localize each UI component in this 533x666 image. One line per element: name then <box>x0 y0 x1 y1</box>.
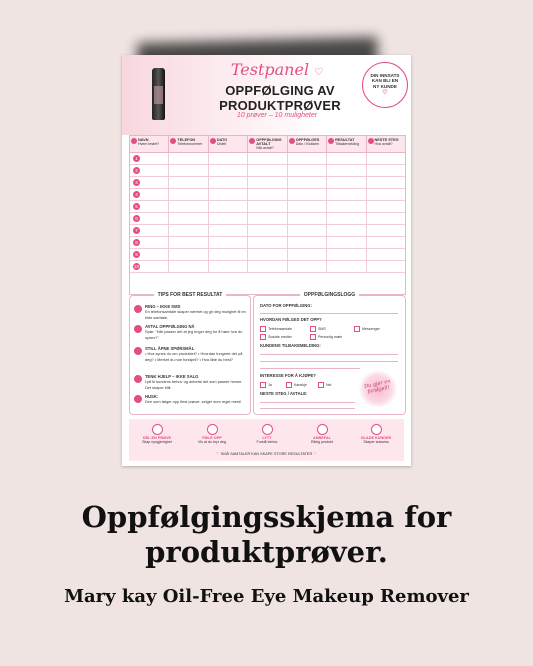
footer-step: LYTT Forstå behov <box>242 424 292 444</box>
ear-icon <box>262 424 273 435</box>
footer-slogan: ♡ SMÅ SAMTALER KAN SKAPE STORE RESULTATER ♡ <box>216 451 317 456</box>
sheet-title: OPPFØLGING AV PRODUKTPRØVER <box>219 83 341 113</box>
table-cell[interactable] <box>169 225 208 236</box>
table-cell[interactable] <box>130 213 169 224</box>
table-cell[interactable] <box>209 261 248 272</box>
table-cell[interactable] <box>248 225 287 236</box>
table-cell[interactable] <box>169 165 208 176</box>
table-cell[interactable] <box>209 201 248 212</box>
log-feedback-label: KUNDENS TILBAKEMELDING: <box>260 343 321 348</box>
follow-up-sheet <box>122 55 411 466</box>
heart-icon: ♡ <box>382 89 388 96</box>
col-agreed: OPPFØLGING AVTALT Når avtalt? <box>248 136 287 152</box>
table-cell[interactable] <box>248 261 287 272</box>
table-cell[interactable] <box>367 261 405 272</box>
log-date-label: DATO FOR OPPFØLGING: <box>260 303 312 308</box>
row-number: 6 <box>133 215 140 222</box>
table-cell[interactable] <box>248 213 287 224</box>
star-icon <box>328 138 334 144</box>
table-cell[interactable] <box>169 213 208 224</box>
table-cell[interactable] <box>327 213 366 224</box>
table-cell[interactable] <box>209 249 248 260</box>
table-cell[interactable] <box>169 201 208 212</box>
clock-icon <box>249 138 255 144</box>
caption-title: Oppfølgingsskjema for produktprøver. <box>81 500 452 569</box>
heart-icon <box>368 138 374 144</box>
tip-item: HUSK: Den som følger opp flest prøver, selger som regel mest! <box>134 394 246 405</box>
table-cell[interactable] <box>209 165 248 176</box>
table-cell[interactable] <box>288 237 327 248</box>
chat-icon <box>134 347 142 355</box>
table-cell[interactable] <box>209 177 248 188</box>
row-number: 7 <box>133 227 140 234</box>
table-cell[interactable] <box>248 237 287 248</box>
table-cell[interactable] <box>248 201 287 212</box>
row-number: 9 <box>133 251 140 258</box>
table-cell[interactable] <box>288 213 327 224</box>
table-cell[interactable] <box>169 177 208 188</box>
table-cell[interactable] <box>169 237 208 248</box>
phone-icon <box>207 424 218 435</box>
tip-item: STILL ÅPNE SPØRSMÅL • Hva synes du om produktet? • Hvordan fungerte det på deg? • Merket du noe forskjell? • Hva likte du best? <box>134 346 246 362</box>
table-cell[interactable] <box>327 189 366 200</box>
gift-icon <box>152 424 163 435</box>
follow-up-log-box <box>253 292 406 415</box>
table-cell[interactable] <box>367 225 405 236</box>
table-cell[interactable] <box>367 201 405 212</box>
table-row <box>130 249 405 261</box>
col-date: DATO Utdelt <box>209 136 248 152</box>
row-number: 10 <box>133 263 139 269</box>
table-cell[interactable] <box>288 225 327 236</box>
table-row <box>130 201 405 213</box>
footer-step: GLADE KUNDER Skaper suksess <box>351 424 401 444</box>
table-cell[interactable] <box>327 261 366 272</box>
table-cell[interactable] <box>169 261 208 272</box>
table-cell[interactable] <box>130 201 169 212</box>
tip-item: RING – IKKE SMS En telefonsamtale skaper nærhet og gir deg mulighet til en ekte samtale. <box>134 304 246 320</box>
row-number: 8 <box>133 239 140 246</box>
table-cell[interactable] <box>327 225 366 236</box>
table-cell[interactable] <box>327 153 366 164</box>
table-row <box>130 261 405 273</box>
sheet-subtitle: 10 prøver – 10 muligheter <box>236 112 318 119</box>
col-name: NAVN Hvem testet? <box>130 136 169 152</box>
row-number: 3 <box>133 179 140 186</box>
tips-title: TIPS FOR BEST RESULTAT <box>154 292 227 298</box>
row-number: 2 <box>133 167 140 174</box>
table-row <box>130 213 405 225</box>
table-cell[interactable] <box>248 165 287 176</box>
phone-icon <box>134 305 142 313</box>
table-cell[interactable] <box>288 165 327 176</box>
table-cell[interactable] <box>288 261 327 272</box>
table-cell[interactable] <box>288 177 327 188</box>
checkbox-social[interactable]: Sosiale medier <box>260 334 292 340</box>
checkbox-sms[interactable]: SMS <box>310 326 326 332</box>
table-cell[interactable] <box>288 153 327 164</box>
table-cell[interactable] <box>367 237 405 248</box>
footer-step: DEL EN PRØVE Skap nysgjerrighet <box>132 424 182 444</box>
table-cell[interactable] <box>327 201 366 212</box>
table-cell[interactable] <box>209 153 248 164</box>
table-row <box>130 189 405 201</box>
table-cell[interactable] <box>248 153 287 164</box>
table-cell[interactable] <box>130 153 169 164</box>
table-cell[interactable] <box>130 189 169 200</box>
table-cell[interactable] <box>367 213 405 224</box>
table-cell[interactable] <box>367 165 405 176</box>
checkbox-phone[interactable]: Telefonsamtale <box>260 326 292 332</box>
table-cell[interactable] <box>130 261 169 272</box>
log-interest-label: INTERESSE FOR Å KJØPE? <box>260 373 316 378</box>
table-cell[interactable] <box>367 177 405 188</box>
tip-item: TENK HJELP – IKKE SALG Lytt til kundens behov og anbefal det som passer henne. Det skaper tillit. <box>134 374 246 390</box>
table-cell[interactable] <box>327 165 366 176</box>
table-cell[interactable] <box>130 237 169 248</box>
brand-script: Testpanel ♡ <box>230 60 324 79</box>
table-cell[interactable] <box>130 225 169 236</box>
table-cell[interactable] <box>130 249 169 260</box>
thumbs-up-icon <box>317 424 328 435</box>
chat-icon <box>289 138 295 144</box>
table-cell[interactable] <box>130 177 169 188</box>
log-title: OPPFØLGINGSLOGG <box>300 292 359 298</box>
col-followup: OPPFØLGES Dato / Klokken <box>288 136 327 152</box>
follow-up-table <box>129 135 406 295</box>
table-header <box>130 136 405 153</box>
table-cell[interactable] <box>367 153 405 164</box>
table-row <box>130 225 405 237</box>
row-number: 1 <box>133 155 140 162</box>
heart-icon: ♡ <box>313 451 317 456</box>
insats-badge: DIN INNSATS KAN BLI EN NY KUNDE ♡ <box>362 62 408 108</box>
table-row <box>130 153 405 165</box>
footer-step: FØLG OPP Vis at du bryr deg <box>187 424 237 444</box>
caption-product: Mary kay Oil-Free Eye Makeup Remover <box>64 586 469 607</box>
heart-icon: ♡ <box>314 67 324 78</box>
table-row <box>130 165 405 177</box>
table-cell[interactable] <box>367 189 405 200</box>
person-icon <box>131 138 137 144</box>
table-cell[interactable] <box>367 249 405 260</box>
table-cell[interactable] <box>327 177 366 188</box>
tips-box <box>129 292 251 415</box>
table-row <box>130 177 405 189</box>
col-next: NESTE STEG Hva avtalt? <box>367 136 405 152</box>
table-cell[interactable] <box>327 237 366 248</box>
table-cell[interactable] <box>209 225 248 236</box>
checkbox-yes[interactable]: Ja <box>260 382 272 388</box>
log-next-label: NESTE STEG / AVTALE: <box>260 391 308 396</box>
calendar-icon <box>210 138 216 144</box>
footer-steps <box>129 419 404 461</box>
smile-icon <box>371 424 382 435</box>
row-number: 4 <box>133 191 140 198</box>
checkbox-meeting[interactable]: Personlig møte <box>310 334 342 340</box>
table-body <box>130 153 405 273</box>
tip-item: AVTAL OPPFØLGING NÅ Spør: “Når passer det at jeg ringer deg for å høre hva du synes?” <box>134 324 246 340</box>
table-cell[interactable] <box>169 153 208 164</box>
table-cell[interactable] <box>209 189 248 200</box>
table-row <box>130 237 405 249</box>
checkbox-messenger[interactable]: Messenger <box>354 326 380 332</box>
encouragement-stamp: Du gjør en forskjell! <box>358 371 398 407</box>
table-cell[interactable] <box>248 249 287 260</box>
table-cell[interactable] <box>209 213 248 224</box>
calendar-icon <box>134 325 142 333</box>
table-cell[interactable] <box>288 189 327 200</box>
table-cell[interactable] <box>327 249 366 260</box>
table-cell[interactable] <box>130 165 169 176</box>
col-phone: TELEFON Telefonnummer <box>169 136 208 152</box>
product-bottle-image <box>152 68 165 120</box>
handshake-icon <box>134 375 142 383</box>
table-cell[interactable] <box>248 177 287 188</box>
table-cell[interactable] <box>169 249 208 260</box>
bulb-icon <box>134 395 142 403</box>
heart-icon: ♡ <box>216 451 220 456</box>
checkbox-maybe[interactable]: Kanskje <box>286 382 307 388</box>
table-cell[interactable] <box>288 201 327 212</box>
log-how-label: HVORDAN FØLGES DET OPP? <box>260 317 322 322</box>
checkbox-no[interactable]: Nei <box>318 382 331 388</box>
table-cell[interactable] <box>248 189 287 200</box>
footer-step: ANBEFAL Riktig produkt <box>297 424 347 444</box>
col-result: RESULTAT Tilbakemelding <box>327 136 366 152</box>
table-cell[interactable] <box>209 237 248 248</box>
row-number: 5 <box>133 203 140 210</box>
table-cell[interactable] <box>169 189 208 200</box>
table-cell[interactable] <box>288 249 327 260</box>
phone-icon <box>170 138 176 144</box>
